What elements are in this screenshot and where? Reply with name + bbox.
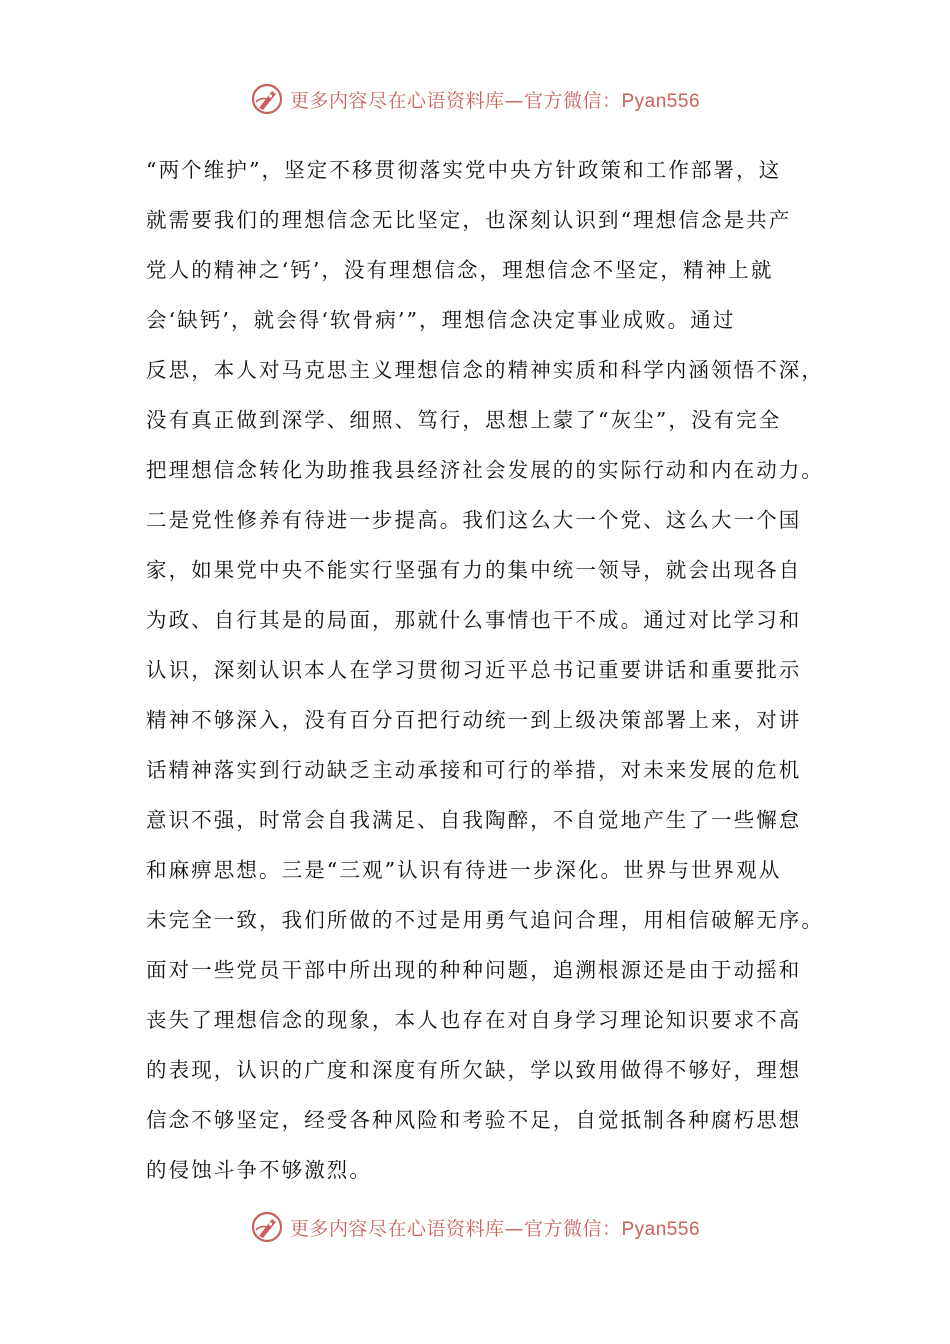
- body-line: 认识，深刻认识本人在学习贯彻习近平总书记重要讲话和重要批示: [146, 658, 802, 682]
- footer-banner: [0, 1210, 950, 1244]
- footer-banner-text: [290, 1214, 700, 1241]
- body-line: 话精神落实到行动缺乏主动承接和可行的举措，对未来发展的危机: [146, 758, 802, 782]
- body-line: 反思，本人对马克思主义理想信念的精神实质和科学内涵领悟不深，: [146, 358, 824, 382]
- header-banner-text: [290, 86, 700, 113]
- pen-nib-circle-logo-icon: [250, 82, 284, 116]
- body-line: 面对一些党员干部中所出现的种种问题，追溯根源还是由于动摇和: [146, 958, 802, 982]
- pen-nib-circle-logo-icon: [250, 1210, 284, 1244]
- body-line: 为政、自行其是的局面，那就什么事情也干不成。通过对比学习和: [146, 608, 802, 632]
- body-line: 没有真正做到深学、细照、笃行，思想上蒙了“灰尘”，没有完全: [146, 408, 782, 432]
- body-line: 的侵蚀斗争不够激烈。: [146, 1158, 372, 1182]
- body-line: 二是党性修养有待进一步提高。我们这么大一个党、这么大一个国: [146, 508, 802, 532]
- footer-wechat-handle: Pyan556: [621, 1218, 701, 1240]
- body-line: 丧失了理想信念的现象，本人也存在对自身学习理论知识要求不高: [146, 1008, 802, 1032]
- header-banner: [0, 82, 950, 116]
- body-line: 党人的精神之‘钙’，没有理想信念，理想信念不坚定，精神上就: [146, 258, 774, 282]
- body-line: 精神不够深入，没有百分百把行动统一到上级决策部署上来，对讲: [146, 708, 802, 732]
- body-line: 把理想信念转化为助推我县经济社会发展的的实际行动和内在动力。: [146, 458, 824, 482]
- body-line: 的表现，认识的广度和深度有所欠缺，学以致用做得不够好，理想: [146, 1058, 802, 1082]
- body-line: “两个维护”，坚定不移贯彻落实党中央方针政策和工作部署，这: [146, 158, 782, 182]
- body-line: 会‘缺钙’，就会得‘软骨病’”，理想信念决定事业成败。通过: [146, 308, 736, 332]
- body-line: 和麻痹思想。三是“三观”认识有待进一步深化。世界与世界观从: [146, 858, 782, 882]
- body-line: 未完全一致，我们所做的不过是用勇气追问合理，用相信破解无序。: [146, 908, 824, 932]
- header-wechat-handle: Pyan556: [621, 90, 701, 112]
- body-line: 意识不强，时常会自我满足、自我陶醉，不自觉地产生了一些懈怠: [146, 808, 802, 832]
- body-line: 家，如果党中央不能实行坚强有力的集中统一领导，就会出现各自: [146, 558, 802, 582]
- body-line: 信念不够坚定，经受各种风险和考验不足，自觉抵制各种腐朽思想: [146, 1108, 802, 1132]
- document-body: [146, 148, 826, 1198]
- body-line: 就需要我们的理想信念无比坚定，也深刻认识到“理想信念是共产: [146, 208, 792, 232]
- footer-banner-label: 更多内容尽在心语资料库—官方微信：: [289, 1217, 622, 1240]
- header-banner-label: 更多内容尽在心语资料库—官方微信：: [289, 89, 622, 112]
